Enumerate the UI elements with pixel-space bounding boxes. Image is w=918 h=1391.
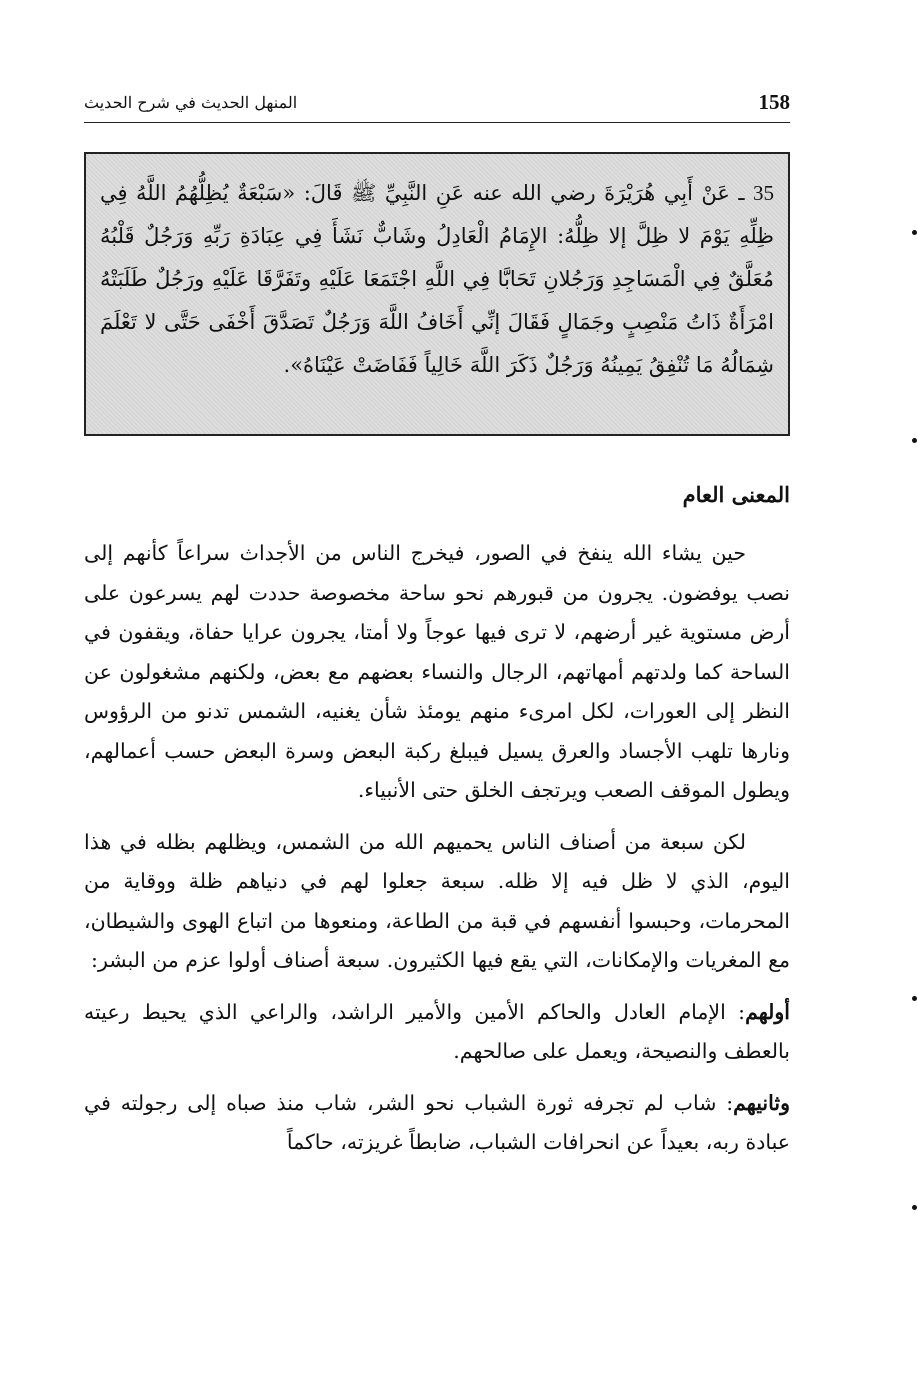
margin-dot [912, 996, 917, 1001]
running-title: المنهل الحديث في شرح الحديث [84, 93, 298, 112]
paragraph-3 [84, 993, 790, 1072]
paragraph-4-text: : شاب لم تجرفه ثورة الشباب نحو الشر، شاب منذ صباه إلى رجولته في عبادة ربه، بعيداً عن انحرافات الشباب، ضابطاً غريزته، حاكماً [84, 1090, 790, 1154]
margin-dot [912, 438, 917, 443]
margin-dot [912, 230, 917, 235]
hadith-number: 35 [753, 181, 774, 205]
hadith-text: ـ عَنْ أَبِي هُرَيْرَةَ رضي الله عنه عَنِ النَّبِيِّ ﷺ قَالَ: «سَبْعَةٌ يُظِلُّهُمُ اللَّهُ فِي ظِلِّهِ يَوْمَ لا ظِلَّ إلا ظِلُّهُ: الإِمَامُ الْعَادِلُ وشَابٌّ نَشَأَ فِي عِبَادَةِ رَبِّهِ وَرَجُلٌ قَلْبُهُ مُعَلَّقٌ فِي الْمَسَاجِدِ وَرَجُلانِ تَحَابَّا فِي اللَّهِ اجْتَمَعَا عَلَيْهِ وتَفَرَّقَا عَلَيْهِ ورَجُلٌ طَلَبَتْهُ امْرَأَةٌ ذَاتُ مَنْصِبٍ وجَمَالٍ فَقَالَ إنِّي أَخَافُ اللَّهَ وَرَجُلٌ تَصَدَّقَ أَخْفَى حَتَّى لا تَعْلَمَ شِمَالُهُ مَا تُنْفِقُ يَمِينُهُ وَرَجُلٌ ذَكَرَ اللَّهَ خَالِياً فَفَاضَتْ عَيْنَاهُ». [100, 181, 774, 377]
paragraph-3-text: : الإمام العادل والحاكم الأمين والأمير الراشد، والراعي الذي يحيط رعيته بالعطف والنصيحة، ويعمل على صالحهم. [84, 999, 790, 1063]
section-heading: المعنى العام [682, 482, 790, 507]
hadith-box [84, 152, 790, 436]
page-number: 158 [758, 90, 790, 114]
body-text [84, 534, 790, 1175]
paragraph-4 [84, 1084, 790, 1163]
paragraph-1: حين يشاء الله ينفخ في الصور، فيخرج الناس من الأجداث سراعاً كأنهم إلى نصب يوفضون. يجرون من قبورهم نحو ساحة مخصوصة حددت لهم يسرعون على أرض مستوية غير أرضهم، لا ترى فيها عوجاً ولا أمتا، يجرون عرايا حفاة، ويقفون في الساحة كما ولدتهم أمهاتهم، الرجال والنساء بعضهم مع بعض، ولكنهم مشغولون عن النظر إلى العورات، لكل امرىء منهم يومئذ شأن يغنيه، الشمس تدنو من الرؤوس ونارها تلهب الأجساد والعرق يسيل فيبلغ ركبة البعض وسرة البعض حسب أعمالهم، ويطول الموقف الصعب ويرتجف الخلق حتى الأنبياء. [84, 541, 790, 802]
margin-dot [912, 1205, 917, 1210]
paragraph-3-lead: أولهم [745, 999, 790, 1024]
paragraph-2: لكن سبعة من أصناف الناس يحميهم الله من الشمس، ويظلهم بظله في هذا اليوم، الذي لا ظل فيه إلا ظله. سبعة جعلوا لهم في دنياهم ظلة ووقاية من المحرمات، وحبسوا أنفسهم في قبة من الطاعة، ومنعوها من اتباع الهوى والشيطان، مع المغريات والإمكانات، التي يقع فيها الكثيرون. سبعة أصناف أولوا عزم من البشر: [84, 829, 790, 972]
paragraph-4-lead: وثانيهم [733, 1090, 790, 1115]
page-header [84, 88, 790, 123]
